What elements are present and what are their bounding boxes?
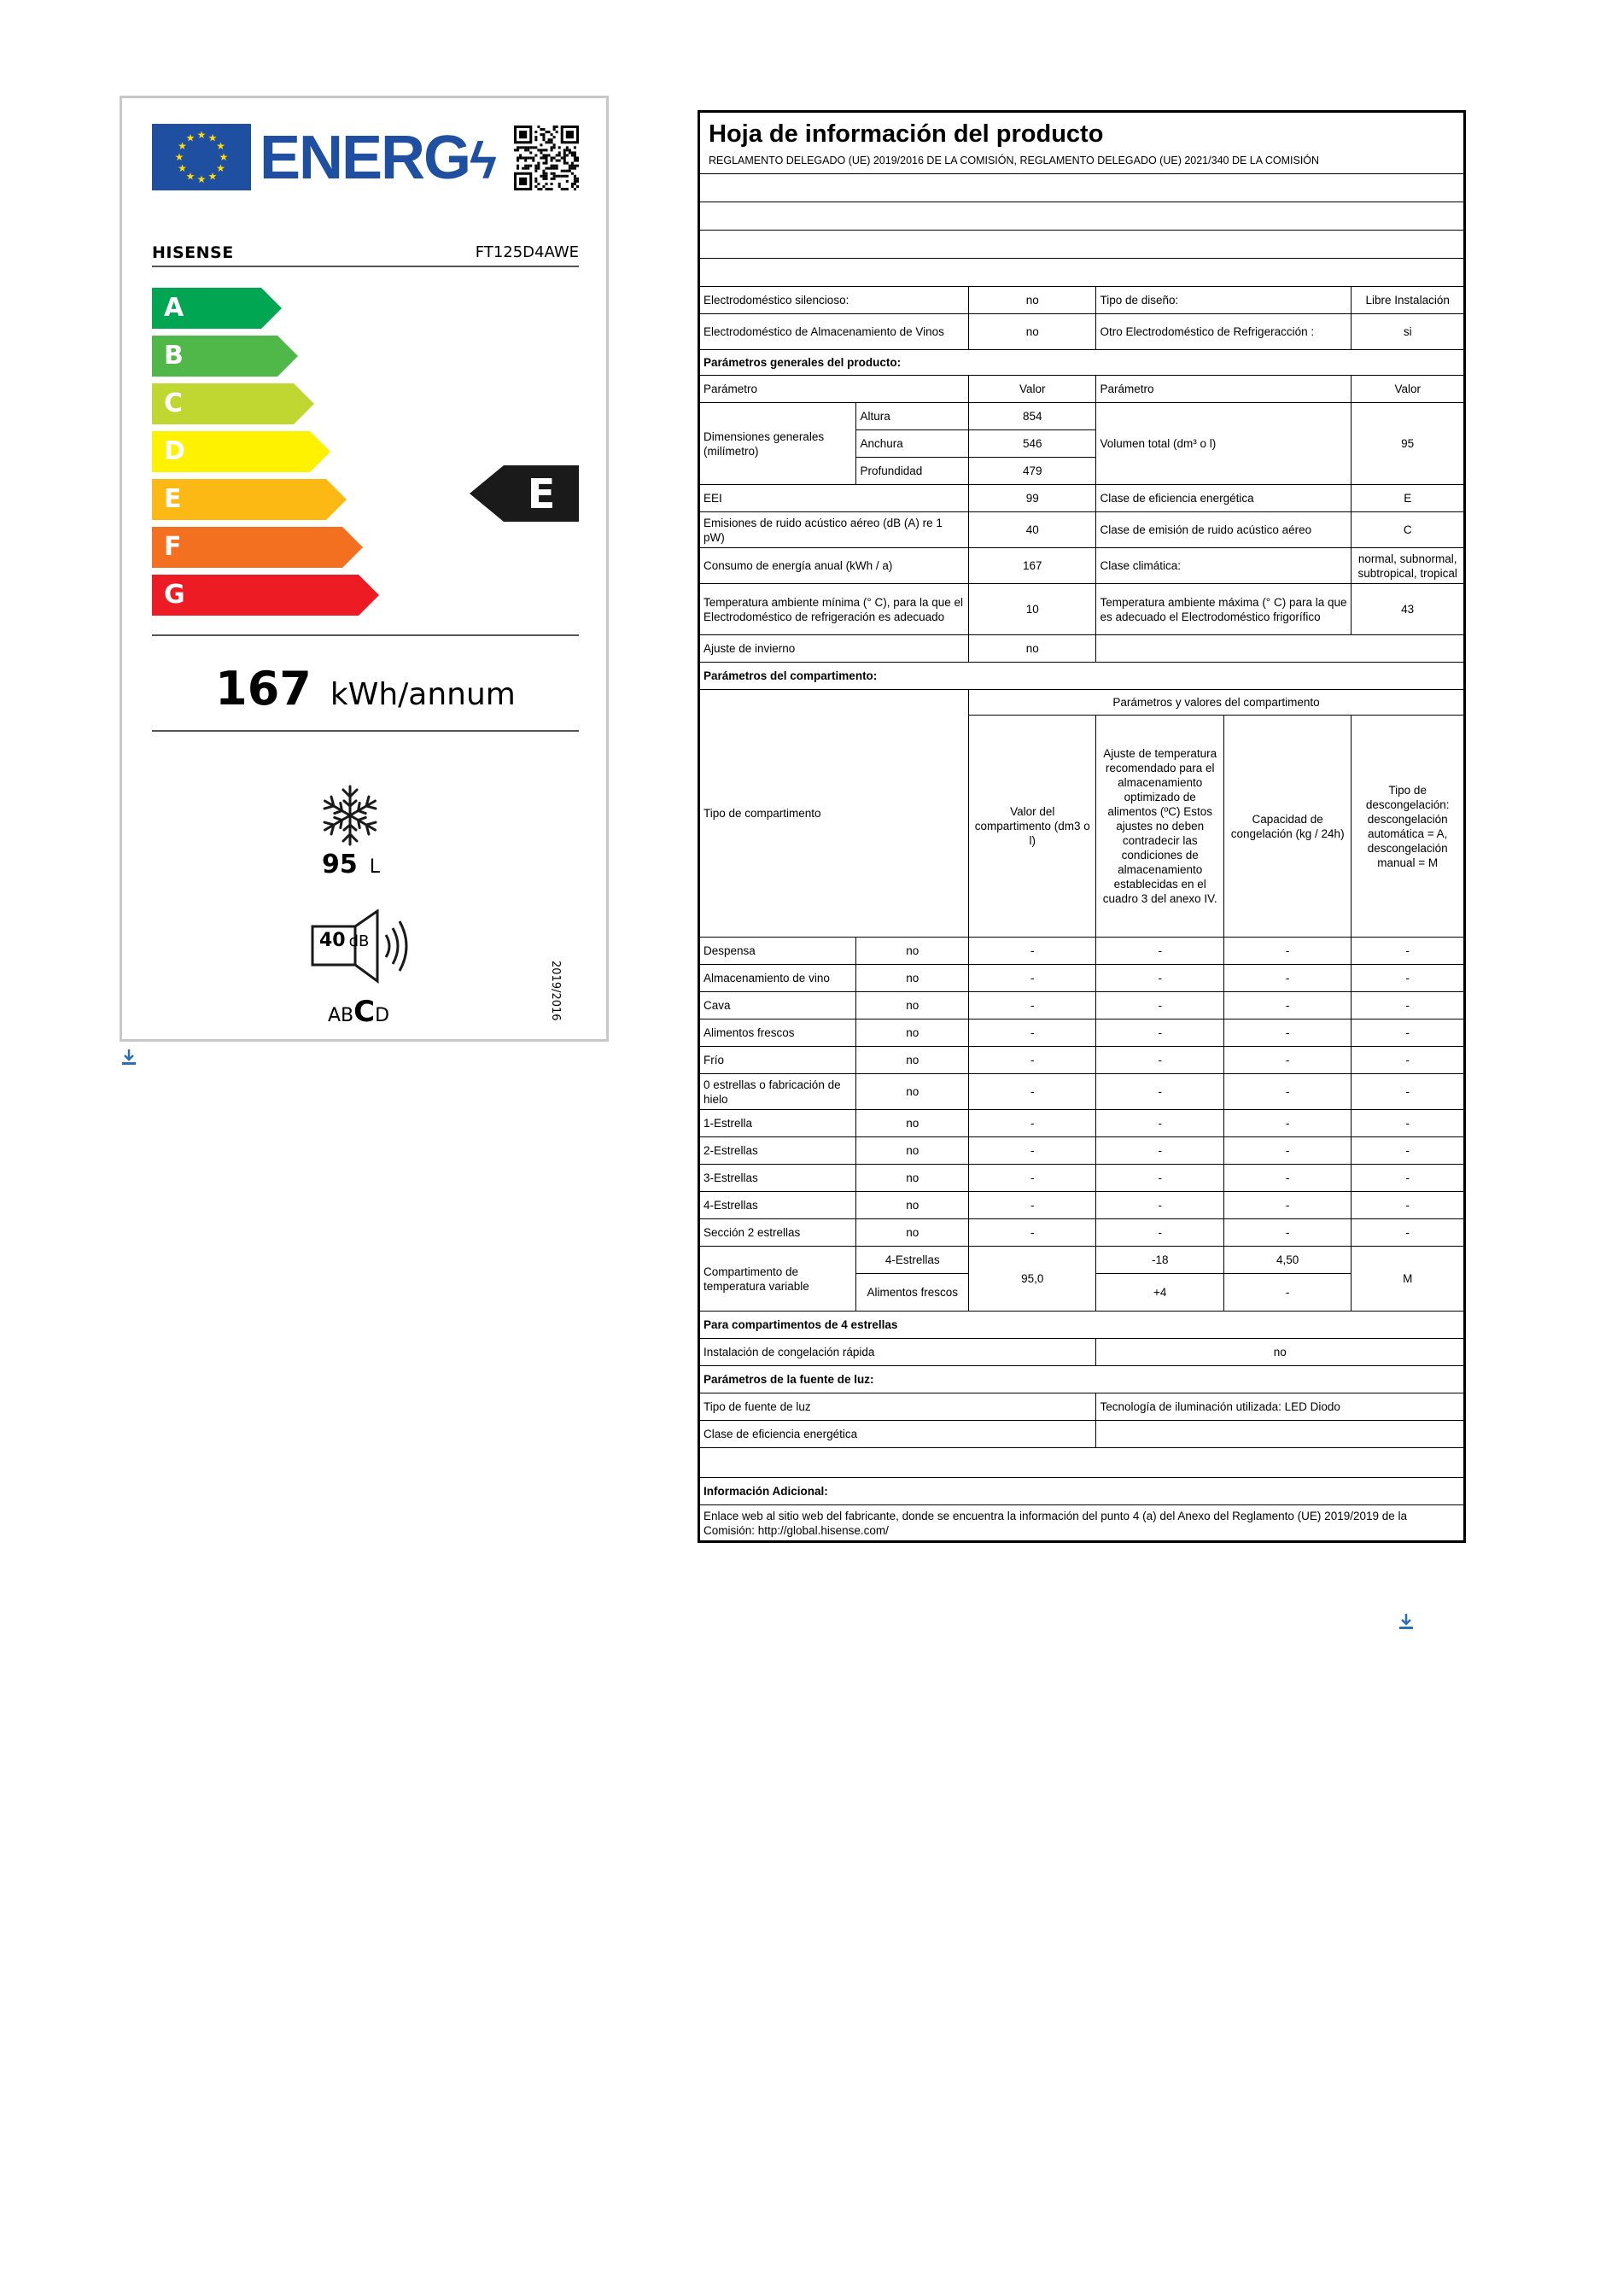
height-value: 854 [969, 403, 1096, 430]
compartment-present: no [856, 1110, 969, 1137]
volume [278, 850, 423, 879]
eu-star-icon: ★ [207, 170, 218, 183]
energy-class-letter: C [164, 389, 184, 418]
compartment-defrost: - [1352, 1219, 1464, 1247]
depth-label: Profundidad [856, 458, 969, 485]
compartment-volume: - [969, 1165, 1096, 1192]
eu-star-icon: ★ [185, 131, 196, 144]
eu-star-icon: ★ [207, 131, 218, 144]
wine-value: no [969, 314, 1096, 350]
empty-row [700, 259, 1464, 287]
compartment-defrost: - [1352, 1192, 1464, 1219]
compartment-type-header: Tipo de compartimento [700, 690, 969, 938]
regulation-number: 2019/2016 [549, 961, 562, 1021]
additional-text[interactable]: Enlace web al sitio web del fabricante, donde se encuentra la información del punto 4 (a) del Anexo del Reglamento (UE) 2019/2019 de la Comisión: http://global.hisense.com/ [700, 1505, 1464, 1541]
compartment-temp: - [1096, 992, 1223, 1019]
height-label: Altura [856, 403, 969, 430]
compartment-row [700, 938, 1464, 965]
variable-name: Compartimento de temperatura variable [700, 1247, 856, 1312]
eu-star-icon: ★ [196, 129, 207, 141]
compartment-name: 2-Estrellas [700, 1137, 856, 1165]
compartment-row [700, 965, 1464, 992]
energy-class-letter: E [164, 484, 182, 514]
eei-label: EEI [700, 485, 969, 512]
compartment-values-header: Parámetros y valores del compartimento [969, 690, 1464, 716]
compartment-name: 0 estrellas o fabricación de hielo [700, 1074, 856, 1110]
empty-cell [1096, 635, 1464, 663]
noise-class-value: C [1352, 512, 1464, 548]
download-icon[interactable] [1398, 1612, 1415, 1633]
compartment-volume: - [969, 1110, 1096, 1137]
compartment-temp: - [1096, 1019, 1223, 1047]
compartment-row [700, 1192, 1464, 1219]
variable-defrost: M [1352, 1247, 1464, 1312]
min-temp-label: Temperatura ambiente mínima (° C), para la que el Electrodoméstico de refrigeración es adecuado [700, 584, 969, 635]
col-temp-header: Ajuste de temperatura recomendado para el almacenamiento optimizado de alimentos (ºC) Estos ajustes no deben contradecir las condiciones de almacenamiento establecidas en el cuadro 3 del anexo IV. [1096, 716, 1223, 938]
compartment-defrost: - [1352, 1137, 1464, 1165]
compartment-row [700, 992, 1464, 1019]
compartment-defrost: - [1352, 992, 1464, 1019]
compartment-temp: - [1096, 1110, 1223, 1137]
compartment-volume: - [969, 1074, 1096, 1110]
compartment-defrost: - [1352, 1019, 1464, 1047]
energy-class-bar-e [152, 479, 347, 520]
compartment-temp: - [1096, 1047, 1223, 1074]
compartment-row [700, 1019, 1464, 1047]
light-type-label: Tipo de fuente de luz [700, 1393, 1096, 1421]
energy-class-bar-c [152, 383, 314, 424]
consumption-value: 167 [215, 662, 312, 716]
value-header: Valor [1352, 376, 1464, 403]
model-number: FT125D4AWE [475, 243, 579, 261]
compartment-row [700, 1137, 1464, 1165]
compartment-volume: - [969, 992, 1096, 1019]
annual-consumption [152, 662, 579, 716]
eu-flag-icon [152, 124, 251, 190]
noise-label: Emisiones de ruido acústico aéreo (dB (A) re 1 pW) [700, 512, 969, 548]
noise-class-scale: ABCD [328, 995, 390, 1029]
noise-class-label: Clase de emisión de ruido acústico aéreo [1096, 512, 1352, 548]
compartment-header: Parámetros del compartimento: [700, 663, 1464, 690]
compartment-row [700, 1047, 1464, 1074]
compartment-temp: - [1096, 1219, 1223, 1247]
compartment-volume: - [969, 1047, 1096, 1074]
energy-class-bar-a [152, 288, 282, 329]
volume-value: 95 [1352, 403, 1464, 485]
light-tech-label: Tecnología de iluminación utilizada: LED Diodo [1096, 1393, 1464, 1421]
compartment-temp: - [1096, 965, 1223, 992]
rating-letter: E [527, 470, 556, 518]
compartment-present: no [856, 1219, 969, 1247]
compartment-volume: - [969, 1019, 1096, 1047]
design-label: Tipo de diseño: [1096, 287, 1352, 314]
noise-value: 40 [969, 512, 1096, 548]
compartment-temp: - [1096, 1137, 1223, 1165]
compartment-temp: - [1096, 1074, 1223, 1110]
eei-value: 99 [969, 485, 1096, 512]
compartment-name: Almacenamiento de vino [700, 965, 856, 992]
eu-star-icon: ★ [174, 151, 184, 163]
compartment-present: no [856, 1192, 969, 1219]
value-header: Valor [969, 376, 1096, 403]
compartment-volume: - [969, 1192, 1096, 1219]
compartment-defrost: - [1352, 1074, 1464, 1110]
compartment-present: no [856, 1019, 969, 1047]
energy-rating-arrow [470, 465, 579, 522]
energy-class-letter: D [164, 436, 185, 466]
energy-value: 167 [969, 548, 1096, 584]
sheet-title: Hoja de información del producto [700, 113, 1464, 153]
eff-class-value: E [1352, 485, 1464, 512]
width-label: Anchura [856, 430, 969, 458]
variable-temp-1: -18 [1096, 1247, 1223, 1274]
max-temp-value: 43 [1352, 584, 1464, 635]
compartment-row [700, 1110, 1464, 1137]
variable-cap-1: 4,50 [1223, 1247, 1351, 1274]
compartment-defrost: - [1352, 1110, 1464, 1137]
energy-class-letter: G [164, 580, 185, 610]
energy-class-letter: F [164, 532, 182, 562]
variable-mode-2: Alimentos frescos [856, 1274, 969, 1312]
compartment-name: 4-Estrellas [700, 1192, 856, 1219]
min-temp-value: 10 [969, 584, 1096, 635]
other-label: Otro Electrodoméstico de Refrigeracción : [1096, 314, 1352, 350]
energy-class-bar-b [152, 336, 298, 377]
empty-row [700, 1448, 1464, 1478]
compartment-capacity: - [1223, 1192, 1351, 1219]
compartment-defrost: - [1352, 965, 1464, 992]
energy-scale [152, 288, 579, 616]
volume-label: Volumen total (dm³ o l) [1096, 403, 1352, 485]
compartment-name: Cava [700, 992, 856, 1019]
quiet-value: no [969, 287, 1096, 314]
brand-name: HISENSE [152, 243, 234, 262]
compartment-row [700, 1219, 1464, 1247]
energy-label [120, 96, 609, 1042]
eu-star-icon: ★ [178, 162, 187, 174]
product-information-sheet [698, 110, 1466, 1543]
design-value: Libre Instalación [1352, 287, 1464, 314]
energy-class-bar-g [152, 575, 379, 616]
compartment-present: no [856, 992, 969, 1019]
eff-class-label: Clase de eficiencia energética [1096, 485, 1352, 512]
compartment-capacity: - [1223, 992, 1351, 1019]
compartment-capacity: - [1223, 1110, 1351, 1137]
compartment-capacity: - [1223, 965, 1351, 992]
compartment-name: Sección 2 estrellas [700, 1219, 856, 1247]
energy-class-bar-f [152, 527, 363, 568]
max-temp-label: Temperatura ambiente máxima (° C) para la que es adecuado el Electrodoméstico frigorífico [1096, 584, 1352, 635]
col-volume-header: Valor del compartimento (dm3 o l) [969, 716, 1096, 938]
compartment-rows [700, 938, 1464, 1247]
eu-star-icon: ★ [185, 170, 196, 183]
divider [152, 266, 579, 267]
fast-freeze-value: no [1096, 1339, 1464, 1366]
compartment-name: 1-Estrella [700, 1110, 856, 1137]
volume-value: 95 [321, 850, 358, 879]
compartment-volume: - [969, 1219, 1096, 1247]
general-header: Parámetros generales del producto: [700, 350, 1464, 376]
energy-wordmark: ENERGϟ [260, 124, 495, 192]
compartment-defrost: - [1352, 1165, 1464, 1192]
compartment-temp: - [1096, 938, 1223, 965]
empty-row [700, 202, 1464, 231]
energy-class-letter: A [164, 293, 184, 323]
climate-value: normal, subnormal, subtropical, tropical [1352, 548, 1464, 584]
dims-label: Dimensiones generales (milímetro) [700, 403, 856, 485]
other-value: si [1352, 314, 1464, 350]
compartment-row [700, 1165, 1464, 1192]
compartment-name: 3-Estrellas [700, 1165, 856, 1192]
compartment-present: no [856, 1074, 969, 1110]
snowflake-icon [319, 783, 381, 848]
eu-star-icon: ★ [216, 140, 225, 152]
energy-class-bar-d [152, 431, 330, 472]
volume-unit: L [369, 856, 380, 878]
compartment-capacity: - [1223, 1074, 1351, 1110]
quiet-label: Electrodoméstico silencioso: [700, 287, 969, 314]
winter-value: no [969, 635, 1096, 663]
compartment-present: no [856, 1137, 969, 1165]
consumption-unit: kWh/annum [330, 677, 516, 712]
compartment-defrost: - [1352, 1047, 1464, 1074]
eu-star-icon: ★ [216, 162, 225, 174]
compartment-capacity: - [1223, 1047, 1351, 1074]
fast-freeze-label: Instalación de congelación rápida [700, 1339, 1096, 1366]
compartment-capacity: - [1223, 1019, 1351, 1047]
compartment-temp: - [1096, 1165, 1223, 1192]
compartment-volume: - [969, 965, 1096, 992]
energy-class-letter: B [164, 341, 184, 371]
qr-code-icon[interactable] [514, 126, 579, 190]
compartment-volume: - [969, 1137, 1096, 1165]
light-header: Parámetros de la fuente de luz: [700, 1366, 1464, 1393]
eu-star-icon: ★ [219, 151, 229, 163]
noise-unit: dB [348, 932, 370, 950]
compartment-capacity: - [1223, 1219, 1351, 1247]
compartment-present: no [856, 1047, 969, 1074]
climate-label: Clase climática: [1096, 548, 1352, 584]
compartment-row [700, 1074, 1464, 1110]
four-star-header: Para compartimentos de 4 estrellas [700, 1312, 1464, 1339]
eu-star-icon: ★ [178, 140, 187, 152]
empty-row [700, 174, 1464, 202]
compartment-defrost: - [1352, 938, 1464, 965]
empty-row [700, 231, 1464, 259]
compartment-capacity: - [1223, 938, 1351, 965]
col-freeze-header: Capacidad de congelación (kg / 24h) [1223, 716, 1351, 938]
light-class-label: Clase de eficiencia energética [700, 1421, 1096, 1448]
compartment-name: Despensa [700, 938, 856, 965]
divider [152, 634, 579, 636]
col-defrost-header: Tipo de descongelación: descongelación automática = A, descongelación manual = M [1352, 716, 1464, 938]
winter-label: Ajuste de invierno [700, 635, 969, 663]
eu-star-icon: ★ [196, 173, 207, 185]
compartment-present: no [856, 938, 969, 965]
compartment-capacity: - [1223, 1137, 1351, 1165]
variable-cap-2: - [1223, 1274, 1351, 1312]
sheet-regulation: REGLAMENTO DELEGADO (UE) 2019/2016 DE LA COMISIÓN, REGLAMENTO DELEGADO (UE) 2021/340 DE LA COMISIÓN [700, 152, 1464, 174]
compartment-capacity: - [1223, 1165, 1351, 1192]
compartment-volume: - [969, 938, 1096, 965]
noise-value: 40 dB [319, 930, 370, 951]
additional-header: Información Adicional: [700, 1478, 1464, 1505]
param-header: Parámetro [700, 376, 969, 403]
depth-value: 479 [969, 458, 1096, 485]
width-value: 546 [969, 430, 1096, 458]
param-header: Parámetro [1096, 376, 1352, 403]
download-icon[interactable] [120, 1048, 137, 1068]
variable-mode-1: 4-Estrellas [856, 1247, 969, 1274]
variable-volume: 95,0 [969, 1247, 1096, 1312]
wine-label: Electrodoméstico de Almacenamiento de Vinos [700, 314, 969, 350]
compartment-name: Frío [700, 1047, 856, 1074]
compartment-present: no [856, 1165, 969, 1192]
compartment-name: Alimentos frescos [700, 1019, 856, 1047]
compartment-present: no [856, 965, 969, 992]
variable-temp-2: +4 [1096, 1274, 1223, 1312]
empty-cell [1096, 1421, 1464, 1448]
divider [152, 730, 579, 732]
energy-label: Consumo de energía anual (kWh / a) [700, 548, 969, 584]
compartment-temp: - [1096, 1192, 1223, 1219]
